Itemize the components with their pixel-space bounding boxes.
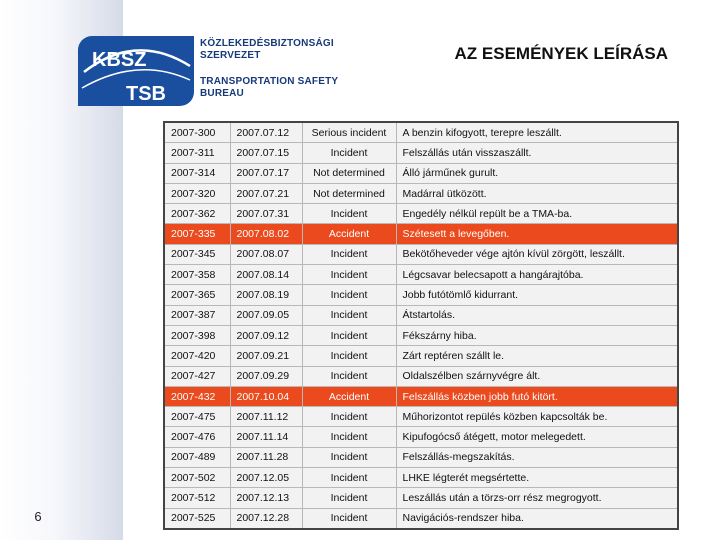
event-class-cell: Incident	[302, 488, 396, 508]
event-description-cell: Zárt reptéren szállt le.	[396, 346, 678, 366]
event-description-cell: Felszállás után visszaszállt.	[396, 143, 678, 163]
event-id-cell: 2007-476	[164, 427, 230, 447]
event-row	[164, 265, 678, 285]
event-description-cell: Fékszárny hiba.	[396, 325, 678, 345]
logo-name-hu-line2: SZERVEZET	[200, 50, 261, 61]
event-date-cell: 2007.09.29	[230, 366, 302, 386]
event-class-cell: Accident	[302, 386, 396, 406]
event-description-cell: A benzin kifogyott, terepre leszállt.	[396, 122, 678, 143]
logo-name-en-line2: BUREAU	[200, 88, 244, 99]
event-class-cell: Incident	[302, 427, 396, 447]
event-description-cell: Navigációs-rendszer hiba.	[396, 508, 678, 529]
event-description-cell: Műhorizontot repülés közben kapcsolták be.	[396, 407, 678, 427]
event-description-cell: Felszállás közben jobb futó kitört.	[396, 386, 678, 406]
event-description-cell: Álló járműnek gurult.	[396, 163, 678, 183]
event-date-cell: 2007.08.02	[230, 224, 302, 244]
event-row	[164, 122, 678, 143]
event-class-cell: Incident	[302, 366, 396, 386]
event-id-cell: 2007-427	[164, 366, 230, 386]
event-row	[164, 427, 678, 447]
event-date-cell: 2007.08.07	[230, 244, 302, 264]
event-id-cell: 2007-345	[164, 244, 230, 264]
slide-title: AZ ESEMÉNYEK LEÍRÁSA	[454, 44, 668, 63]
event-row	[164, 305, 678, 325]
event-id-cell: 2007-362	[164, 204, 230, 224]
event-date-cell: 2007.09.21	[230, 346, 302, 366]
event-row	[164, 346, 678, 366]
event-date-cell: 2007.07.15	[230, 143, 302, 163]
logo-box-text-bottom: TSB	[126, 83, 166, 105]
event-row	[164, 325, 678, 345]
event-row	[164, 244, 678, 264]
event-date-cell: 2007.10.04	[230, 386, 302, 406]
logo-box-text-top: KBSZ	[92, 49, 147, 71]
logo-name-hu-line1: KÖZLEKEDÉSBIZTONSÁGI	[200, 38, 334, 49]
event-row	[164, 183, 678, 203]
event-date-cell: 2007.07.31	[230, 204, 302, 224]
event-id-cell: 2007-300	[164, 122, 230, 143]
event-id-cell: 2007-358	[164, 265, 230, 285]
event-class-cell: Incident	[302, 305, 396, 325]
event-row	[164, 488, 678, 508]
event-description-cell: Légcsavar belecsapott a hangárajtóba.	[396, 265, 678, 285]
event-description-cell: Bekötőheveder vége ajtón kívül zörgött, leszállt.	[396, 244, 678, 264]
event-id-cell: 2007-365	[164, 285, 230, 305]
event-id-cell: 2007-475	[164, 407, 230, 427]
event-description-cell: Jobb futótömlő kidurrant.	[396, 285, 678, 305]
event-id-cell: 2007-525	[164, 508, 230, 529]
event-class-cell: Not determined	[302, 163, 396, 183]
event-description-cell: Madárral ütközött.	[396, 183, 678, 203]
event-class-cell: Serious incident	[302, 122, 396, 143]
event-description-cell: Leszállás után a törzs-orr rész megrogyott.	[396, 488, 678, 508]
event-class-cell: Incident	[302, 285, 396, 305]
event-description-cell: Szétesett a levegőben.	[396, 224, 678, 244]
event-class-cell: Incident	[302, 325, 396, 345]
event-class-cell: Incident	[302, 244, 396, 264]
event-date-cell: 2007.07.12	[230, 122, 302, 143]
event-class-cell: Incident	[302, 447, 396, 467]
event-description-cell: Átstartolás.	[396, 305, 678, 325]
event-class-cell: Incident	[302, 508, 396, 529]
event-date-cell: 2007.08.19	[230, 285, 302, 305]
event-date-cell: 2007.12.13	[230, 488, 302, 508]
event-class-cell: Incident	[302, 407, 396, 427]
event-row	[164, 204, 678, 224]
event-class-cell: Incident	[302, 265, 396, 285]
event-row	[164, 447, 678, 467]
event-date-cell: 2007.11.12	[230, 407, 302, 427]
event-row	[164, 285, 678, 305]
event-class-cell: Accident	[302, 224, 396, 244]
events-table	[163, 121, 679, 530]
event-row	[164, 508, 678, 529]
event-row	[164, 163, 678, 183]
kbsz-tsb-logo	[68, 22, 352, 110]
event-id-cell: 2007-512	[164, 488, 230, 508]
event-row	[164, 366, 678, 386]
event-id-cell: 2007-314	[164, 163, 230, 183]
event-date-cell: 2007.07.17	[230, 163, 302, 183]
event-id-cell: 2007-432	[164, 386, 230, 406]
event-id-cell: 2007-398	[164, 325, 230, 345]
event-date-cell: 2007.12.05	[230, 468, 302, 488]
event-row	[164, 468, 678, 488]
event-id-cell: 2007-311	[164, 143, 230, 163]
event-class-cell: Incident	[302, 346, 396, 366]
event-class-cell: Incident	[302, 143, 396, 163]
event-class-cell: Not determined	[302, 183, 396, 203]
event-description-cell: Engedély nélkül repült be a TMA-ba.	[396, 204, 678, 224]
logo-name-en-line1: TRANSPORTATION SAFETY	[200, 76, 339, 87]
event-row	[164, 386, 678, 406]
event-id-cell: 2007-489	[164, 447, 230, 467]
event-description-cell: Felszállás-megszakítás.	[396, 447, 678, 467]
logo-emblem	[78, 36, 194, 106]
event-id-cell: 2007-420	[164, 346, 230, 366]
event-row	[164, 224, 678, 244]
page-number: 6	[34, 509, 42, 524]
event-row	[164, 407, 678, 427]
event-id-cell: 2007-387	[164, 305, 230, 325]
event-date-cell: 2007.09.05	[230, 305, 302, 325]
event-id-cell: 2007-320	[164, 183, 230, 203]
event-date-cell: 2007.12.28	[230, 508, 302, 529]
event-class-cell: Incident	[302, 468, 396, 488]
event-class-cell: Incident	[302, 204, 396, 224]
event-date-cell: 2007.09.12	[230, 325, 302, 345]
event-date-cell: 2007.11.14	[230, 427, 302, 447]
event-description-cell: LHKE légterét megsértette.	[396, 468, 678, 488]
event-date-cell: 2007.08.14	[230, 265, 302, 285]
event-date-cell: 2007.11.28	[230, 447, 302, 467]
event-description-cell: Oldalszélben szárnyvégre ált.	[396, 366, 678, 386]
event-id-cell: 2007-335	[164, 224, 230, 244]
event-date-cell: 2007.07.21	[230, 183, 302, 203]
event-id-cell: 2007-502	[164, 468, 230, 488]
event-description-cell: Kipufogócső átégett, motor melegedett.	[396, 427, 678, 447]
event-row	[164, 143, 678, 163]
